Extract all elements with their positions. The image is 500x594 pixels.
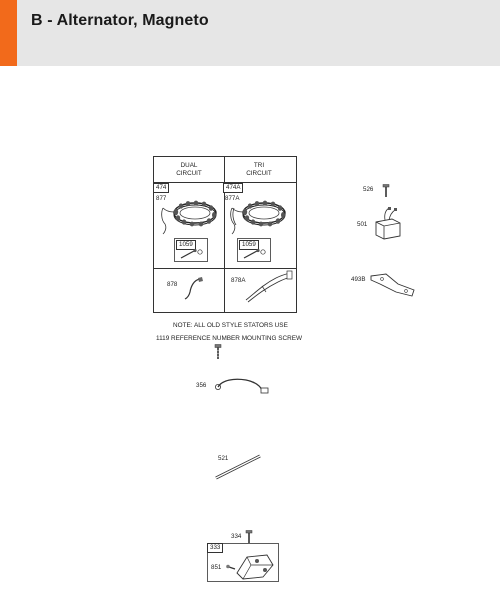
kit-474a-label: 474A bbox=[223, 183, 243, 193]
part-521-label: 521 bbox=[218, 455, 229, 462]
part-334-label: 334 bbox=[231, 533, 242, 540]
col-header-dual-circuit: DUAL CIRCUIT bbox=[176, 162, 202, 177]
stator-877-drawing bbox=[156, 195, 219, 236]
lead-878-drawing bbox=[182, 276, 206, 302]
stator-877a-drawing bbox=[225, 195, 288, 236]
kit-474-label: 474 bbox=[153, 183, 169, 193]
orange-section-tab bbox=[0, 0, 17, 66]
note-line-2: 1119 REFERENCE NUMBER MOUNTING SCREW bbox=[156, 335, 303, 342]
lead-878a-drawing bbox=[242, 270, 294, 304]
part-356-label: 356 bbox=[196, 382, 207, 389]
part-493b-label: 493B bbox=[351, 276, 366, 283]
part-877-label: 877 bbox=[156, 195, 167, 202]
page-title: B - Alternator, Magneto bbox=[31, 12, 209, 29]
bracket-493b-drawing bbox=[368, 270, 418, 300]
part-501-label: 501 bbox=[357, 221, 368, 228]
part-1059b-label: 1059 bbox=[239, 240, 259, 250]
screw-1059-box bbox=[174, 238, 208, 262]
wire-356-drawing bbox=[212, 374, 272, 400]
screw-334-drawing bbox=[244, 530, 254, 544]
rod-521-drawing bbox=[212, 452, 264, 482]
part-878a-label: 878A bbox=[231, 277, 246, 284]
screw-526-drawing bbox=[381, 184, 391, 198]
col-header-tri-circuit: TRI CIRCUIT bbox=[246, 162, 272, 177]
part-877a-label: 877A bbox=[225, 195, 240, 202]
part-526-label: 526 bbox=[363, 186, 374, 193]
kit-333-label: 333 bbox=[207, 543, 223, 553]
part-1059-label: 1059 bbox=[176, 240, 196, 250]
note-line-1: NOTE: ALL OLD STYLE STATORS USE bbox=[173, 322, 288, 329]
screw-1059b-box bbox=[237, 238, 271, 262]
part-878-label: 878 bbox=[167, 281, 178, 288]
page-header bbox=[0, 0, 500, 66]
mounting-screw-drawing bbox=[211, 344, 225, 360]
part-851-label: 851 bbox=[211, 564, 222, 571]
rectifier-501-drawing bbox=[372, 206, 404, 242]
